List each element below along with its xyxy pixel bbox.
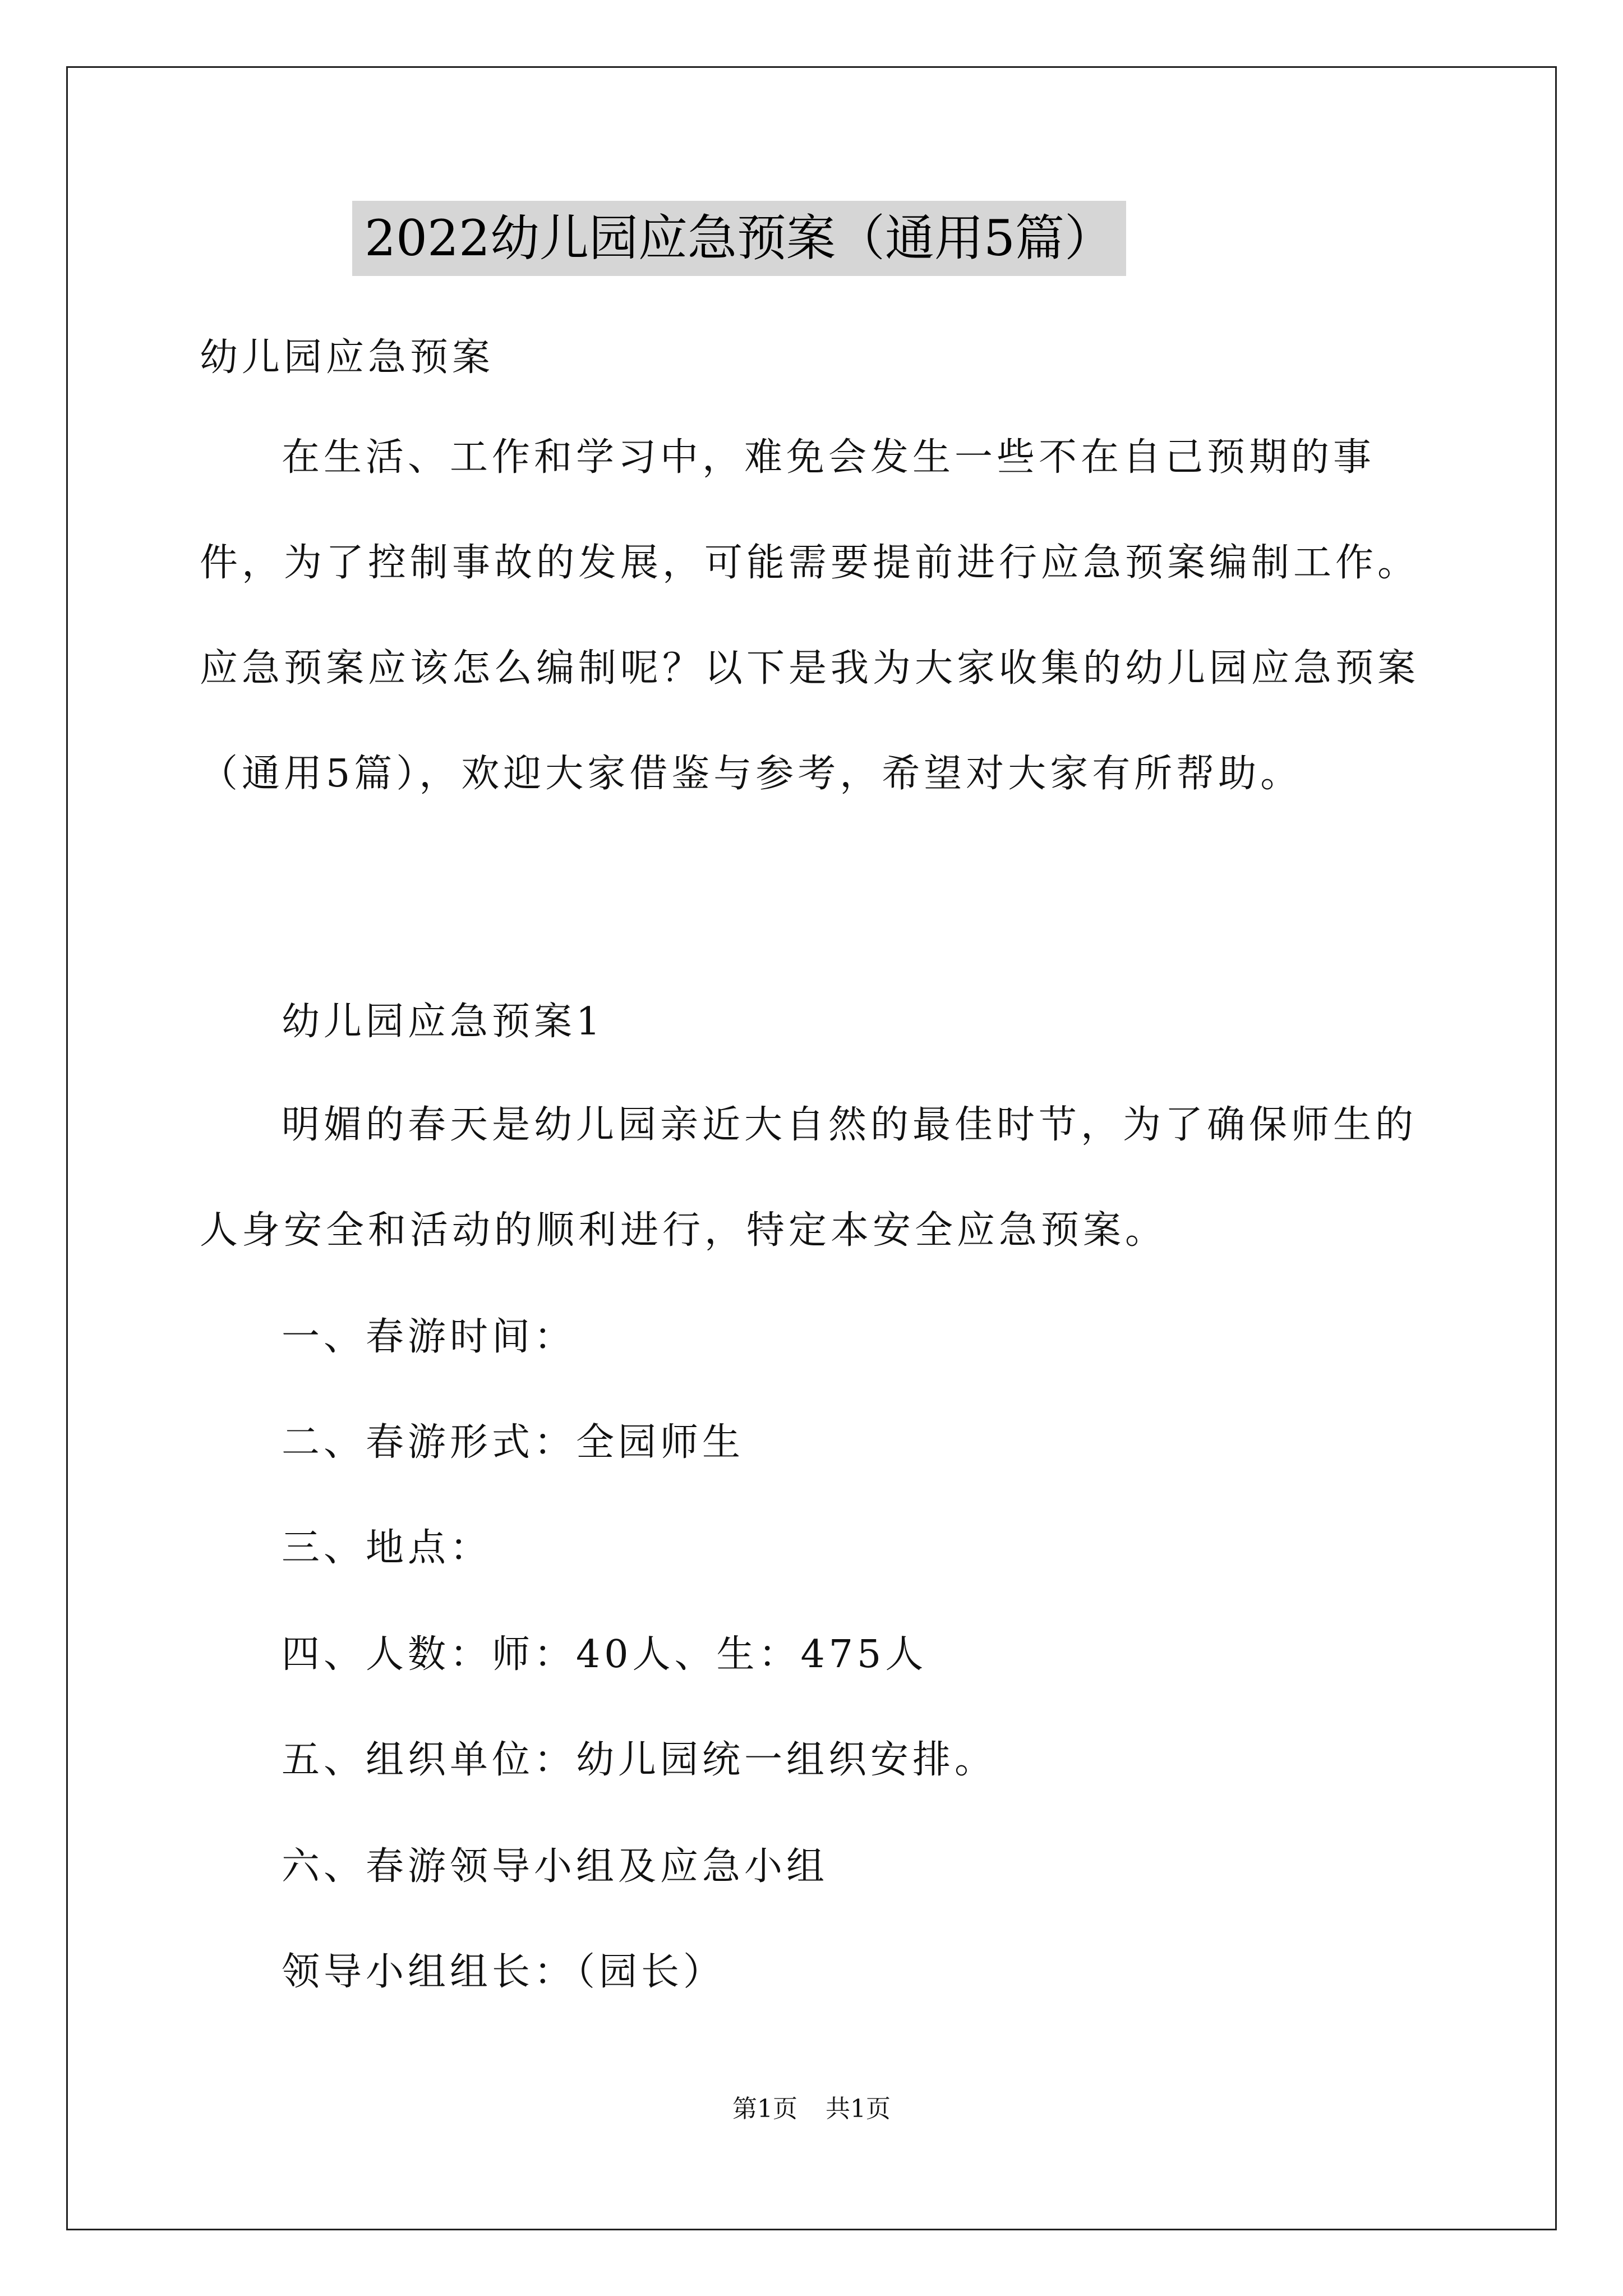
list-item: 二、春游形式：全园师生 <box>282 1420 745 1465</box>
list-item: 一、春游时间： <box>282 1315 577 1359</box>
list-item: 六、春游领导小组及应急小组 <box>282 1844 829 1889</box>
list-item: 领导小组组长：（园长） <box>282 1950 726 1994</box>
list-item: 四、人数：师：40人、生：475人 <box>282 1632 928 1677</box>
page-number-current: 第1页 <box>732 2095 797 2123</box>
document-subtitle: 幼儿园应急预案 <box>200 335 495 380</box>
section-intro-paragraph: 明媚的春天是幼儿园亲近大自然的最佳时节，为了确保师生的人身安全和活动的顺利进行，特定本安全应急预案。 <box>200 1103 1418 1253</box>
page-number-total: 共1页 <box>826 2095 891 2123</box>
document-title: 2022幼儿园应急预案（通用5篇） <box>352 201 1126 276</box>
section-heading: 幼儿园应急预案1 <box>282 1000 605 1044</box>
list-item: 五、组织单位：幼儿园统一组织安排。 <box>282 1738 997 1782</box>
intro-paragraph: 在生活、工作和学习中，难免会发生一些不在自己预期的事件，为了控制事故的发展，可能需要提前进行应急预案编制工作。应急预案应该怎么编制呢？以下是我为大家收集的幼儿园应急预案（通用5篇），欢迎大家借鉴与参考，希望对大家有所帮助。 <box>200 435 1420 796</box>
page-footer <box>0 2092 1623 2126</box>
list-item: 三、地点： <box>282 1526 492 1570</box>
